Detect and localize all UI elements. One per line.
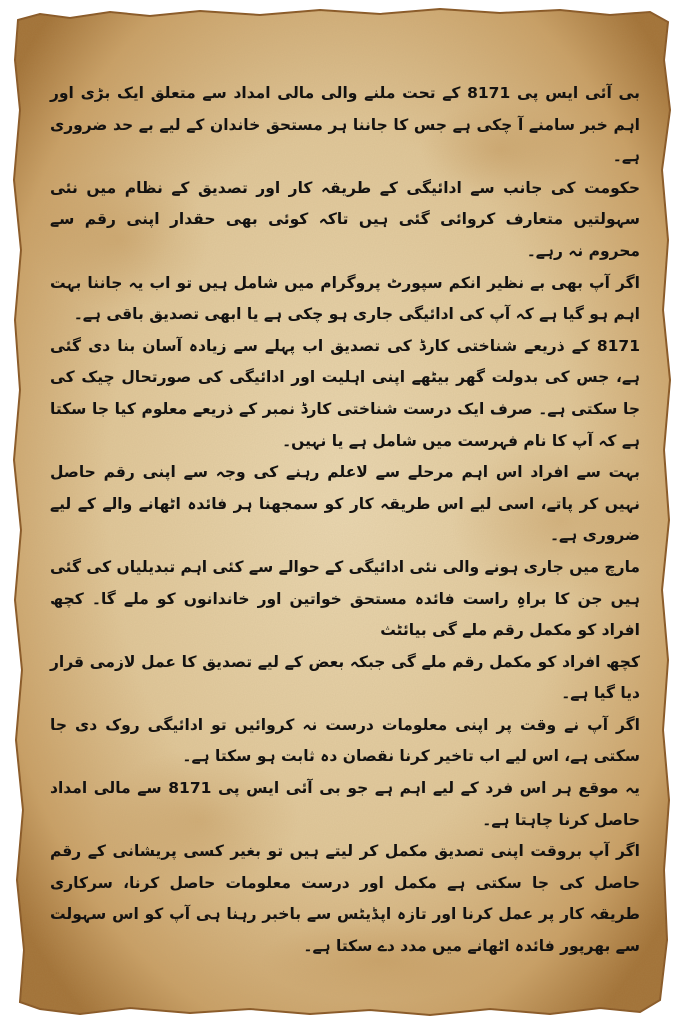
paragraph-6: مارچ میں جاری ہونے والی نئی ادائیگی کے حوالے سے کئی اہم تبدیلیاں کی گئی ہیں جن کا براہِ راست فائدہ مستحق خواتین اور خاندانوں کو ملے گا۔ کچھ افراد کو مکمل رقم ملے گی بیائٹث [50, 557, 640, 640]
paragraph-4: 8171 کے ذریعے شناختی کارڈ کی تصدیق اب پہلے سے زیادہ آسان بنا دی گئی ہے، جس کی بدولت گھر بیٹھے اپنی اہلیت اور ادائیگی کی صورتحال چیک کی جا سکتی ہے۔ صرف ایک درست شناختی کارڈ نمبر کے ذریعے معلوم کیا جا سکتا ہے کہ آپ کا نام فہرست میں شامل ہے یا نہیں۔ [50, 336, 640, 450]
paragraph-5: بہت سے افراد اس اہم مرحلے سے لاعلم رہنے کی وجہ سے اپنی رقم حاصل نہیں کر پاتے، اسی لیے اس طریقہ کار کو سمجھنا ہر فائدہ اٹھانے والے کے لیے ضروری ہے۔ [50, 463, 640, 545]
paragraph-3: اگر آپ بھی بے نظیر انکم سپورٹ پروگرام میں شامل ہیں تو اب یہ جاننا بہت اہم ہو گیا ہے کہ آپ کی ادائیگی جاری ہو چکی ہے یا ابھی تصدیق باقی ہے۔ [50, 273, 640, 324]
paragraph-8: اگر آپ نے وقت پر اپنی معلومات درست نہ کروائیں تو ادائیگی روک دی جا سکتی ہے، اس لیے اب تاخیر کرنا نقصان دہ ثابت ہو سکتا ہے۔ [50, 715, 640, 766]
paragraph-1: بی آئی ایس پی 8171 کے تحت ملنے والی مالی امداد سے متعلق ایک بڑی اور اہم خبر سامنے آ چکی ہے جس کا جاننا ہر مستحق خاندان کے لیے بے حد ضروری ہے۔ [50, 84, 640, 166]
paragraph-7: کچھ افراد کو مکمل رقم ملے گی جبکہ بعض کے لیے تصدیق کا عمل لازمی قرار دیا گیا ہے۔ [50, 652, 640, 703]
paragraph-10: اگر آپ بروقت اپنی تصدیق مکمل کر لیتے ہیں تو بغیر کسی پریشانی کے رقم حاصل کی جا سکتی ہے مکمل اور درست معلومات حاصل کرنا، سرکاری طریقہ کار پر عمل کرنا اور تازہ اپڈیٹس سے باخبر رہنا ہی آپ کو اس سہولت سے بھرپور فائدہ اٹھانے میں مدد دے سکتا ہے۔ [50, 842, 640, 956]
urdu-article-body [50, 78, 640, 963]
paragraph-2: حکومت کی جانب سے ادائیگی کے طریقہ کار اور تصدیق کے نظام میں نئی سہولتیں متعارف کروائی گئی ہیں تاکہ کوئی بھی حقدار اپنی رقم سے محروم نہ رہے۔ [50, 178, 640, 260]
paragraph-9: یہ موقع ہر اس فرد کے لیے اہم ہے جو بی آئی ایس پی 8171 سے مالی امداد حاصل کرنا چاہتا ہے۔ [50, 779, 641, 829]
